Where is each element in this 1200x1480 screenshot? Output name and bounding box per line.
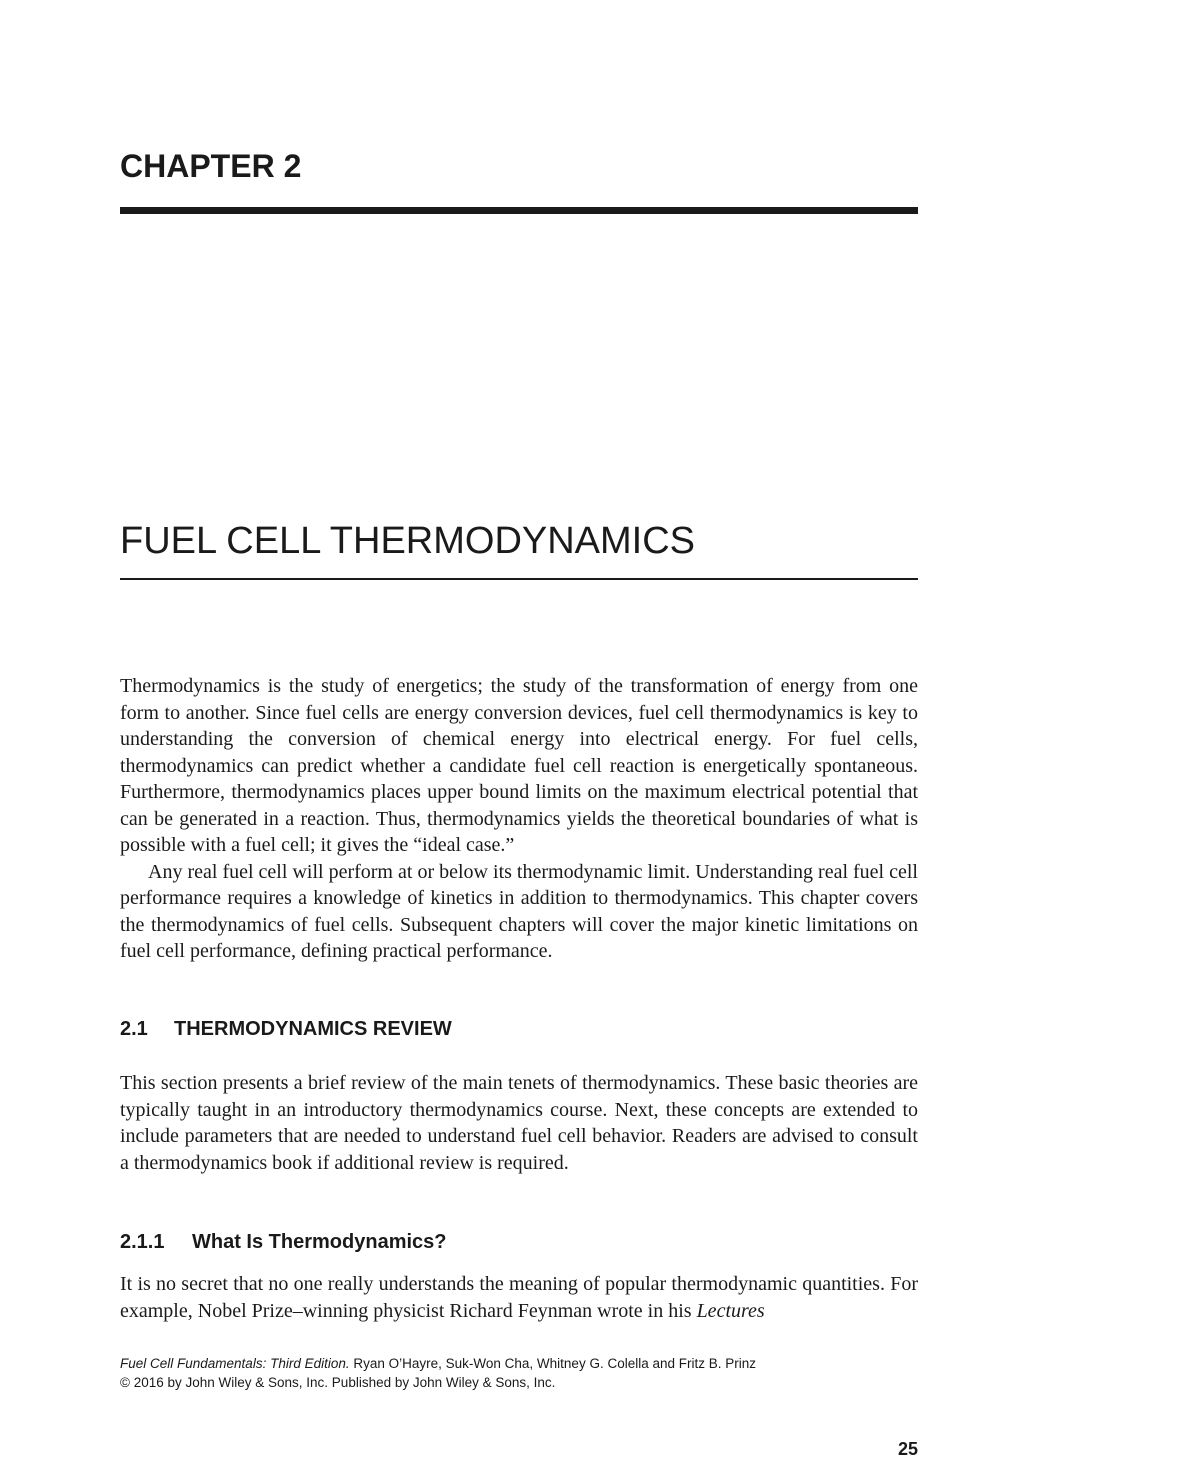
subsection-heading [120,1229,447,1255]
section-number: 2.1 [120,1018,148,1040]
subsection-title: What Is Thermodynamics? [192,1231,447,1253]
intro-paragraph-1: Thermodynamics is the study of energetics; the study of the transformation of energy from one form to another. Since fuel cells are energy conversion devices, fuel cell thermodynamics is key to understanding the conversion of chemical energy into electrical energy. For fuel cells, thermodynamics can predict whether a candidate fuel cell reaction is energetically spontaneous. Furthermore, thermodynamics places upper bound limits on the maximum electrical potential that can be generated in a reaction. Thus, thermodynamics yields the theoretical boundaries of what is possible with a fuel cell; it gives the “ideal case.” [120,675,918,856]
subsection-paragraph [120,1271,918,1324]
section-heading [120,1016,452,1042]
copyright-footnote [120,1354,920,1392]
subsection-number: 2.1.1 [120,1231,165,1253]
page-number: 25 [897,1439,918,1459]
copyright-line: © 2016 by John Wiley & Sons, Inc. Published by John Wiley & Sons, Inc. [120,1375,556,1390]
intro-paragraph-2: Any real fuel cell will perform at or below its thermodynamic limit. Understanding real fuel cell performance requires a knowledge of kinetics in addition to thermodynamics. This chapter covers the thermodynamics of fuel cells. Subsequent chapters will cover the major kinetic limitations on fuel cell performance, defining practical performance. [120,860,918,962]
chapter-title-divider [120,578,918,580]
chapter-intro [120,673,918,965]
section-title: THERMODYNAMICS REVIEW [174,1018,452,1040]
book-title: Fuel Cell Fundamentals: Third Edition. [120,1356,350,1371]
chapter-divider-thick [120,207,918,214]
book-authors: Ryan O’Hayre, Suk-Won Cha, Whitney G. Colella and Fritz B. Prinz [349,1356,757,1371]
section-paragraph: This section presents a brief review of the main tenets of thermodynamics. These basic theories are typically taught in an introductory thermodynamics course. Next, these concepts are extended to include parameters that are needed to understand fuel cell behavior. Readers are advised to consult a thermodynamics book if additional review is required. [120,1072,918,1174]
chapter-title: FUEL CELL THERMODYNAMICS [120,520,696,562]
chapter-label: CHAPTER 2 [120,148,302,184]
section-body [120,1070,918,1176]
subsection-text: It is no secret that no one really understands the meaning of popular thermodynamic quantities. For example, Nobel Prize–winning physicist Richard Feynman wrote in his [120,1273,918,1322]
subsection-body [120,1271,918,1324]
subsection-italic-text: Lectures [696,1299,765,1322]
